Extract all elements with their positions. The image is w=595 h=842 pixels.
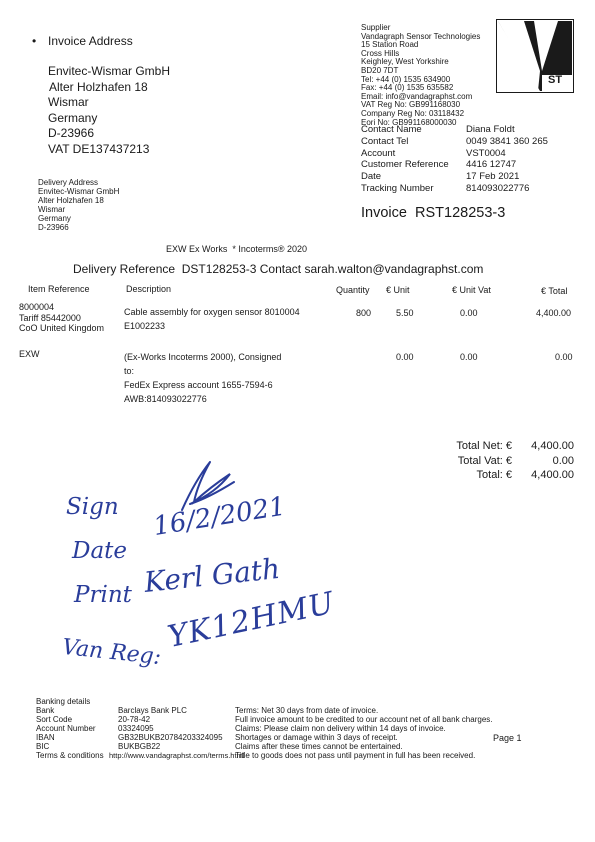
- delivery-line: D-23966: [38, 223, 69, 232]
- row1-qty: 800: [356, 308, 372, 318]
- sign-label: Sign: [66, 494, 119, 520]
- row2-total: 0.00: [555, 352, 573, 362]
- supplier-block: [361, 24, 480, 127]
- invoice-address: [48, 64, 170, 157]
- terms-conditions-label: Terms & conditions: [36, 751, 104, 760]
- desc-line: FedEx Express account 1655-7594-6: [124, 380, 273, 390]
- col-header-unit-vat: € Unit Vat: [452, 285, 491, 295]
- contact-value: 814093022776: [466, 182, 530, 194]
- address-line: D-23966: [48, 126, 95, 140]
- contact-value: 0049 3841 360 265: [466, 135, 548, 147]
- ref-line: Tariff 85442000: [19, 312, 81, 323]
- terms-line: Title to goods does not pass until payment in full has been received.: [235, 751, 476, 760]
- col-header-quantity: Quantity: [336, 285, 370, 295]
- bank-label: Bank: [36, 706, 55, 715]
- col-header-total: € Total: [541, 286, 568, 296]
- van-reg-value: YK12HMU: [164, 585, 338, 655]
- row1-desc: [124, 305, 300, 333]
- delivery-line: Delivery Address: [38, 178, 99, 187]
- contact-value: VST0004: [466, 147, 506, 159]
- total-value: 4,400.00: [531, 469, 574, 481]
- delivery-reference: Delivery Reference DST128253-3 Contact sarah.walton@vandagraphst.com: [73, 262, 484, 276]
- supplier-line: Cross Hills: [361, 48, 400, 58]
- supplier-line: BD20 7DT: [361, 65, 399, 75]
- address-line: Alter Holzhafen 18: [49, 79, 148, 94]
- row2-ref: EXW: [19, 349, 40, 359]
- vst-logo-mark: [496, 19, 574, 93]
- desc-line: E1002233: [124, 321, 166, 331]
- row1-unit: 5.50: [396, 308, 414, 318]
- desc-line: to:: [124, 365, 135, 376]
- desc-line: (Ex-Works Incoterms 2000), Consigned: [124, 352, 282, 362]
- desc-line: AWB:814093022776: [124, 393, 207, 404]
- print-value: Kerl Gath: [142, 551, 282, 599]
- bank-value: GB32BUKB20784203324095: [118, 733, 223, 742]
- total-label: Total Net: €: [456, 440, 512, 452]
- supplier-line: Eori No: GB991168000030: [361, 117, 457, 127]
- bank-label: Account Number: [36, 724, 96, 733]
- supplier-line: Fax: +44 (0) 1535 635582: [361, 83, 454, 93]
- terms-line: Claims after these times cannot be entertained.: [235, 742, 403, 751]
- date-value: 16/2/2021: [151, 491, 288, 542]
- van-reg-label: Van Reg:: [60, 634, 163, 671]
- supplier-line: Supplier: [361, 23, 391, 32]
- supplier-line: Email: info@vandagraphst.com: [361, 91, 473, 101]
- logo-sub-text: ST: [548, 74, 563, 86]
- contact-labels: [361, 124, 449, 195]
- row2-unit: 0.00: [396, 352, 414, 362]
- total-label: Total: €: [476, 469, 512, 481]
- contact-value: 4416 12747: [466, 159, 517, 171]
- contact-label: Tracking Number: [361, 182, 434, 194]
- address-line: Germany: [48, 110, 98, 125]
- incoterms-line: EXW Ex Works * Incoterms® 2020: [166, 244, 308, 254]
- bank-label: BIC: [36, 742, 50, 751]
- invoice-address-heading: Invoice Address: [48, 34, 133, 48]
- contact-label: Date: [361, 171, 382, 183]
- totals-labels: [400, 439, 512, 483]
- contact-value: Diana Foldt: [466, 124, 515, 135]
- total-label: Total Vat: €: [457, 454, 512, 467]
- address-line: Wismar: [48, 95, 89, 109]
- terms-line: Claims: Please claim non delivery within 14 days of invoice.: [235, 724, 446, 733]
- supplier-line: Keighley, West Yorkshire: [361, 57, 449, 67]
- invoice-title: Invoice RST128253-3: [361, 205, 506, 221]
- supplier-line: Company Reg No: 03118432: [361, 108, 465, 118]
- delivery-line: Envitec-Wismar GmbH: [38, 187, 120, 196]
- row2-desc: [124, 351, 281, 406]
- contact-label: Contact Name: [361, 124, 422, 135]
- page-number: Page 1: [493, 733, 522, 743]
- banking-heading: Banking details: [36, 697, 91, 706]
- terms-conditions-link[interactable]: http://www.vandagraphst.com/terms.html: [109, 751, 245, 760]
- supplier-line: VAT Reg No: GB991168030: [361, 100, 461, 110]
- date-label: Date: [72, 538, 128, 564]
- contact-label: Contact Tel: [361, 135, 409, 147]
- ref-line: CoO United Kingdom: [19, 323, 105, 333]
- contact-values: [466, 124, 548, 195]
- print-label: Print: [74, 582, 132, 608]
- payment-terms: [235, 706, 492, 760]
- bank-label: IBAN: [36, 733, 55, 742]
- bank-value: 20-78-42: [118, 715, 151, 724]
- supplier-line: Tel: +44 (0) 1535 634900: [361, 74, 451, 84]
- col-header-unit: € Unit: [386, 285, 410, 295]
- terms-line: Full invoice amount to be credited to our account net of all bank charges.: [235, 715, 493, 724]
- terms-line: Shortages or damage within 3 days of receipt.: [235, 733, 398, 742]
- bank-value: BUKBGB22: [118, 742, 161, 751]
- bank-value: Barclays Bank PLC: [118, 706, 187, 715]
- delivery-address: [38, 178, 119, 232]
- invoice-bullet: •: [32, 34, 37, 48]
- bank-label: Sort Code: [36, 715, 73, 724]
- desc-line: Cable assembly for oxygen sensor 8010004: [124, 307, 300, 317]
- terms-line: Terms: Net 30 days from date of invoice.: [235, 706, 379, 715]
- banking-labels: [36, 706, 96, 751]
- supplier-line: Vandagraph Sensor Technologies: [361, 31, 481, 41]
- banking-values: [118, 706, 223, 751]
- address-line: Envitec-Wismar GmbH: [48, 64, 171, 78]
- contact-label: Customer Reference: [361, 159, 449, 171]
- contact-label: Account: [361, 147, 396, 159]
- delivery-line: Wismar: [38, 205, 66, 214]
- delivery-line: Alter Holzhafen 18: [38, 196, 104, 205]
- total-value: 0.00: [552, 454, 574, 467]
- bank-value: 03324095: [118, 724, 154, 733]
- col-header-description: Description: [126, 284, 172, 294]
- contact-value: 17 Feb 2021: [466, 171, 520, 183]
- row1-ref: [19, 302, 104, 334]
- totals-values: [516, 439, 574, 483]
- supplier-line: 15 Station Road: [361, 40, 419, 50]
- ref-line: 8000004: [19, 302, 55, 312]
- row2-vat: 0.00: [460, 352, 478, 362]
- delivery-line: Germany: [38, 214, 71, 223]
- vst-logo: [496, 19, 574, 93]
- total-value: 4,400.00: [531, 440, 574, 452]
- row1-total: 4,400.00: [536, 308, 572, 318]
- col-header-item-reference: Item Reference: [28, 284, 90, 294]
- address-line: VAT DE137437213: [48, 141, 150, 156]
- row1-vat: 0.00: [460, 308, 478, 318]
